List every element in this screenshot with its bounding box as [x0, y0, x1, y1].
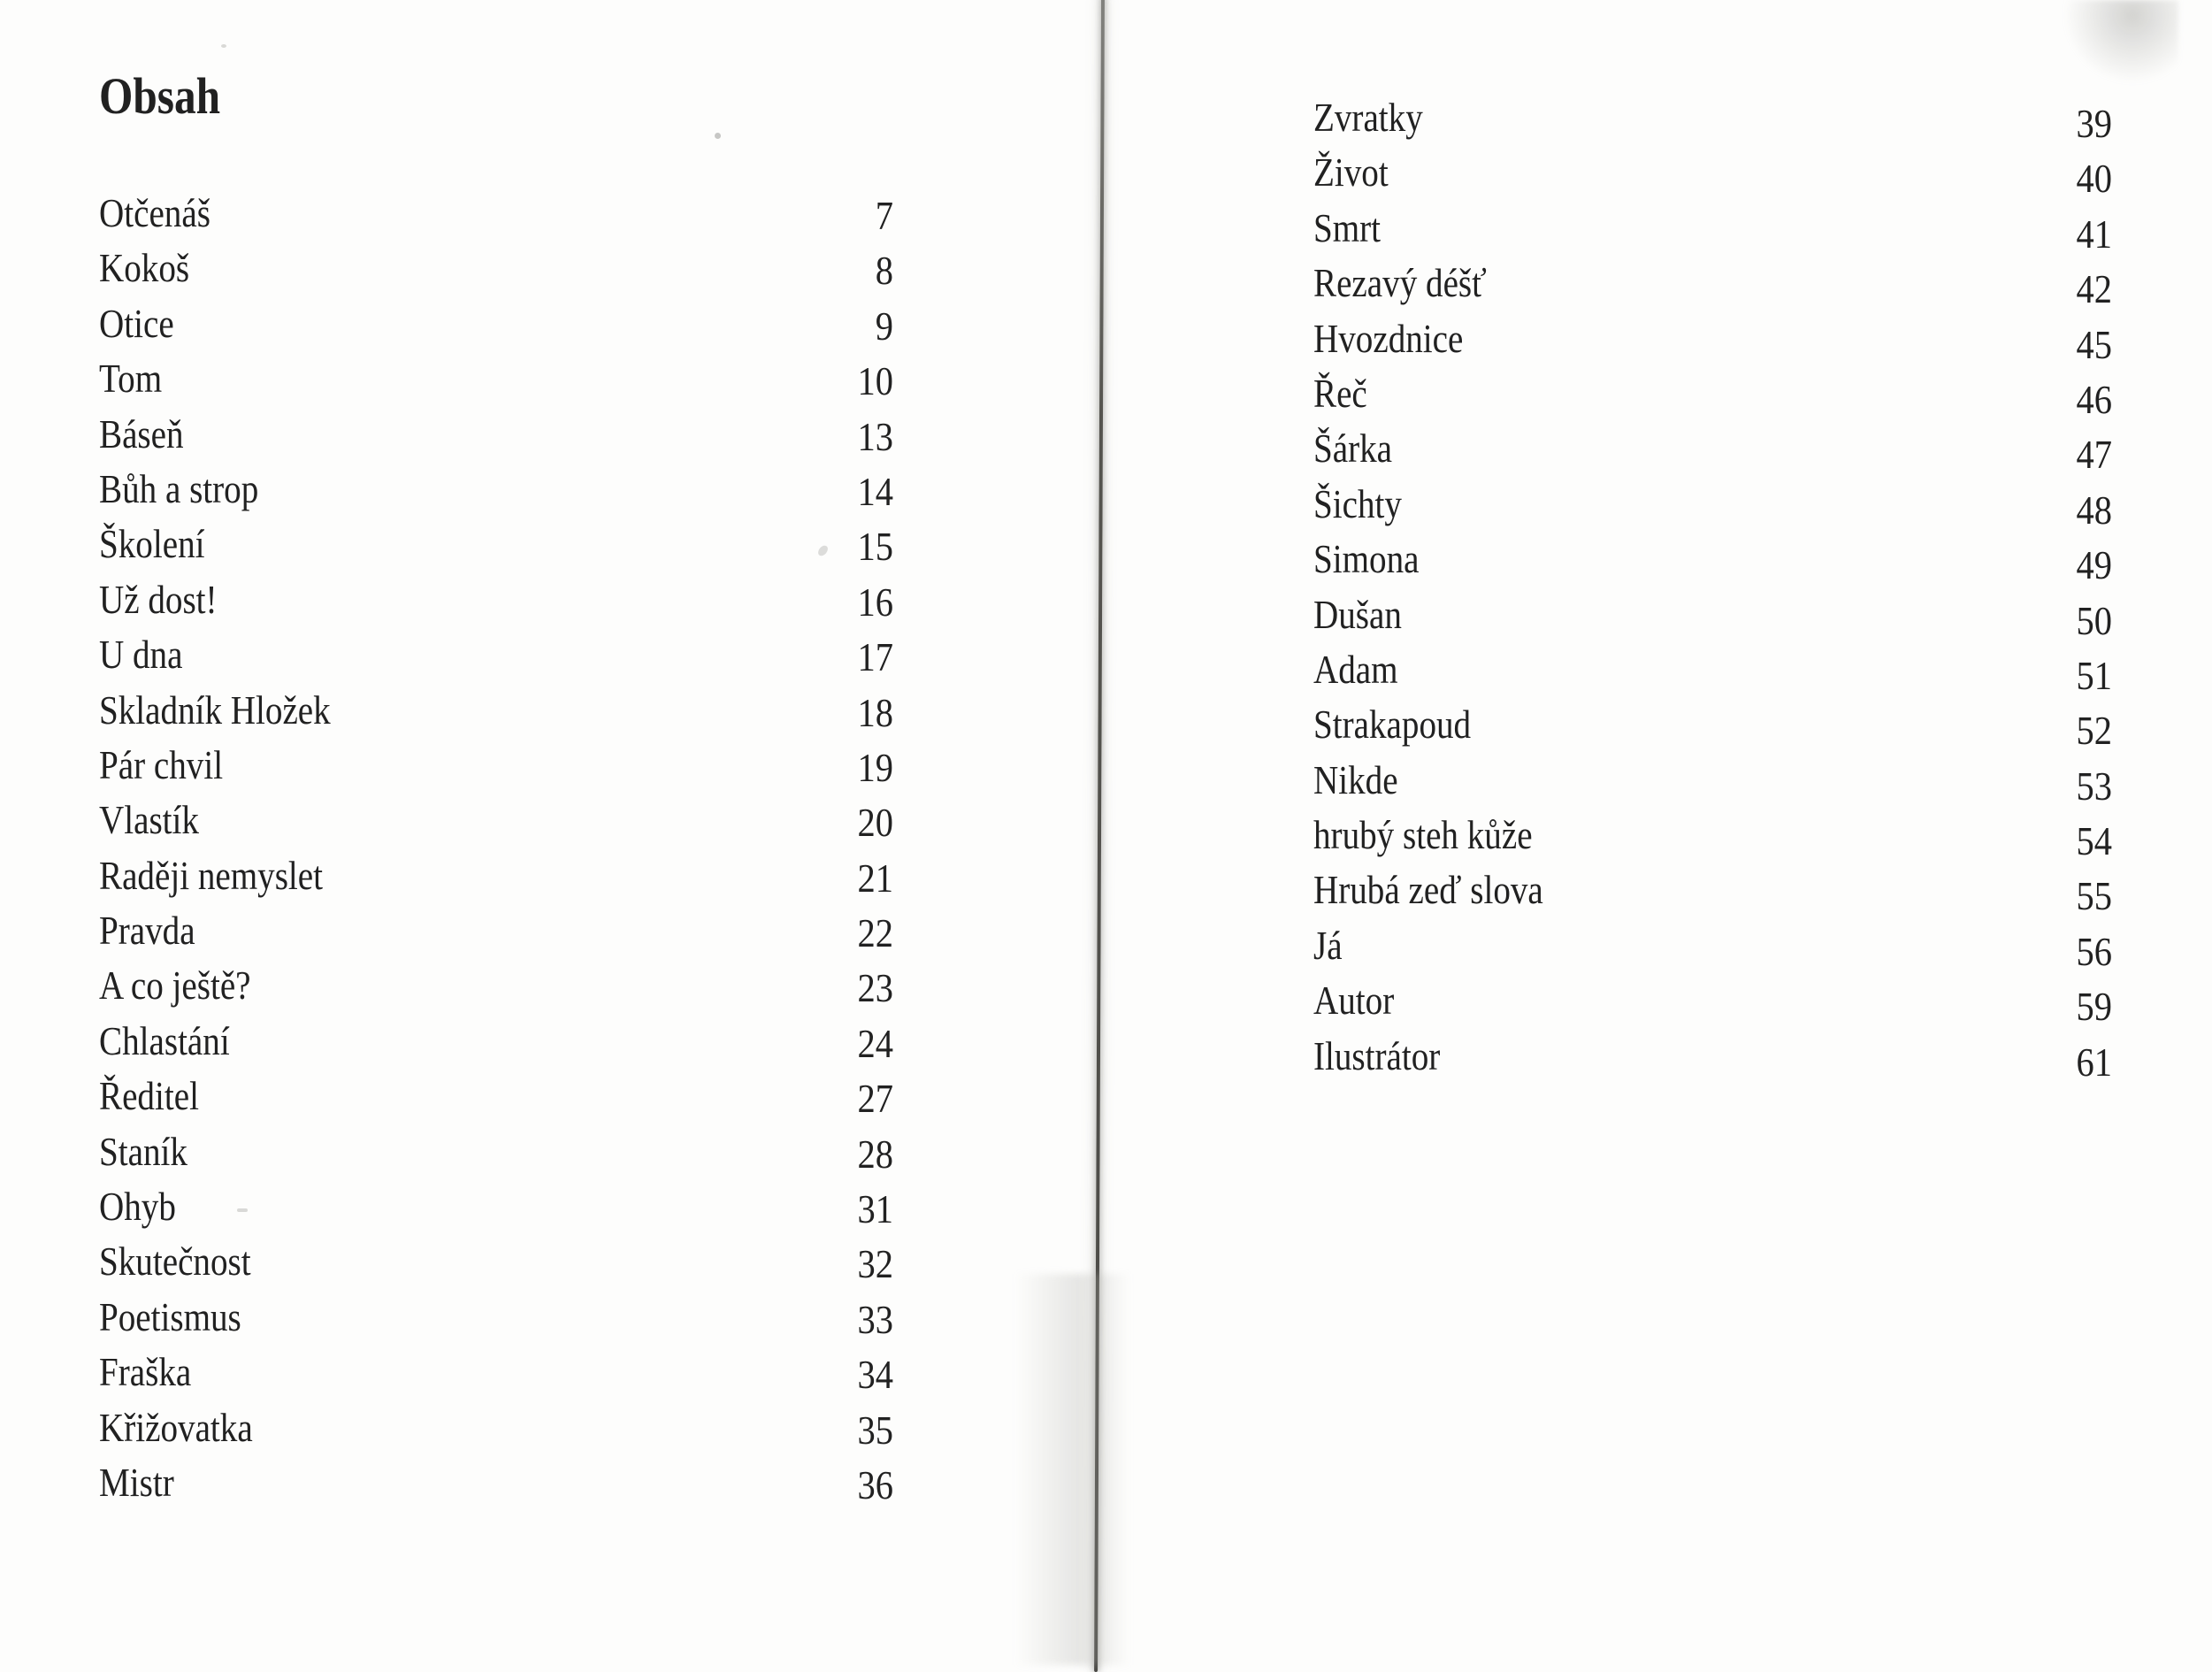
toc-row	[99, 241, 893, 295]
toc-entry-page-number: 32	[857, 1241, 893, 1287]
toc-row	[99, 1234, 893, 1289]
toc-entry-page-number: 8	[875, 248, 893, 294]
toc-row	[99, 1179, 893, 1234]
toc-entry-page-number: 40	[2076, 156, 2112, 202]
toc-entry-title: Nikde	[1313, 756, 1398, 802]
toc-row	[99, 793, 893, 848]
toc-entry-page-number: 55	[2076, 873, 2112, 919]
toc-entry-title: Už dost!	[99, 576, 218, 622]
toc-row	[99, 903, 893, 958]
toc-entry-title: Hrubá zeď slova	[1313, 867, 1543, 913]
toc-entry-page-number: 35	[857, 1407, 893, 1453]
toc-row	[1313, 256, 2112, 311]
toc-entry-page-number: 36	[857, 1461, 893, 1507]
toc-row	[1313, 366, 2112, 421]
toc-entry-title: Život	[1313, 150, 1389, 196]
toc-entry-title: Ilustrátor	[1313, 1032, 1441, 1078]
toc-entry-title: Šichty	[1313, 480, 1402, 526]
toc-entry-title: Skutečnost	[99, 1239, 251, 1285]
toc-row	[1313, 421, 2112, 476]
toc-entry-page-number: 45	[2076, 321, 2112, 367]
toc-entry-title: Křižovatka	[99, 1404, 253, 1450]
toc-row	[99, 351, 893, 406]
toc-row	[99, 1014, 893, 1069]
toc-entry-page-number: 24	[857, 1020, 893, 1066]
toc-entry-page-number: 41	[2076, 211, 2112, 257]
toc-row	[99, 738, 893, 793]
toc-entry-title: Otice	[99, 300, 174, 346]
toc-entry-title: Poetismus	[99, 1293, 241, 1339]
toc-row	[99, 1455, 893, 1510]
toc-row	[99, 1345, 893, 1400]
toc-entry-title: Raději nemyslet	[99, 852, 324, 898]
toc-entry-title: Adam	[1313, 646, 1398, 692]
toc-entry-page-number: 31	[857, 1186, 893, 1232]
toc-row	[1313, 311, 2112, 366]
toc-entry-title: Tom	[99, 356, 163, 402]
scan-speck	[221, 44, 226, 48]
toc-entry-title: Kokoš	[99, 245, 190, 291]
toc-entry-page-number: 54	[2076, 818, 2112, 864]
toc-entry-page-number: 15	[857, 524, 893, 570]
toc-entry-title: Ředitel	[99, 1073, 199, 1119]
toc-row	[1313, 90, 2112, 145]
toc-row	[1313, 201, 2112, 256]
toc-row	[99, 1124, 893, 1179]
toc-entry-page-number: 7	[875, 193, 893, 238]
toc-entry-page-number: 23	[857, 965, 893, 1011]
scan-corner-smudge	[2063, 0, 2178, 84]
toc-row	[1313, 587, 2112, 642]
toc-row	[99, 683, 893, 738]
toc-entry-page-number: 14	[857, 468, 893, 514]
toc-row	[99, 407, 893, 462]
toc-entry-title: Pár chvil	[99, 741, 224, 787]
toc-entry-page-number: 59	[2076, 984, 2112, 1030]
toc-entry-title: Otčenáš	[99, 190, 210, 235]
toc-row	[1313, 697, 2112, 752]
toc-row	[99, 572, 893, 627]
toc-heading: Obsah	[99, 67, 221, 125]
toc-entry-page-number: 50	[2076, 597, 2112, 643]
toc-entry-page-number: 27	[857, 1076, 893, 1122]
toc-entry-page-number: 13	[857, 413, 893, 459]
toc-row	[1313, 753, 2112, 808]
toc-entry-page-number: 61	[2076, 1039, 2112, 1085]
toc-entry-title: Skladník Hložek	[99, 686, 331, 732]
toc-list-left	[99, 186, 893, 1510]
toc-entry-title: hrubý steh kůže	[1313, 812, 1533, 858]
toc-entry-page-number: 21	[857, 855, 893, 901]
toc-entry-page-number: 16	[857, 579, 893, 625]
toc-entry-page-number: 47	[2076, 432, 2112, 478]
toc-row	[1313, 642, 2112, 697]
toc-entry-title: Autor	[1313, 978, 1395, 1024]
scan-speck	[715, 133, 721, 139]
toc-entry-title: Ohyb	[99, 1184, 176, 1230]
toc-entry-title: Šárka	[1313, 426, 1393, 472]
toc-entry-page-number: 20	[857, 800, 893, 846]
toc-entry-title: A co ještě?	[99, 963, 251, 1009]
toc-row	[99, 517, 893, 571]
toc-entry-title: Staník	[99, 1128, 188, 1174]
toc-entry-title: Dušan	[1313, 591, 1402, 637]
toc-entry-title: Smrt	[1313, 204, 1382, 250]
toc-entry-page-number: 46	[2076, 376, 2112, 422]
toc-entry-title: Zvratky	[1313, 95, 1423, 140]
toc-entry-page-number: 9	[875, 303, 893, 349]
toc-row	[99, 1400, 893, 1455]
toc-entry-page-number: 39	[2076, 101, 2112, 146]
toc-entry-page-number: 34	[857, 1352, 893, 1398]
toc-entry-page-number: 17	[857, 634, 893, 680]
toc-row	[1313, 1029, 2112, 1084]
toc-entry-title: Bůh a strop	[99, 465, 259, 511]
toc-entry-page-number: 18	[857, 689, 893, 735]
toc-entry-title: Simona	[1313, 536, 1420, 582]
toc-row	[1313, 477, 2112, 532]
toc-row	[99, 462, 893, 517]
toc-entry-title: Chlastání	[99, 1017, 230, 1063]
toc-row	[99, 1290, 893, 1345]
toc-entry-page-number: 51	[2076, 652, 2112, 698]
scan-speck	[237, 1208, 248, 1212]
toc-row	[1313, 863, 2112, 917]
toc-row	[99, 1069, 893, 1124]
toc-row	[99, 627, 893, 682]
toc-entry-title: Strakapoud	[1313, 702, 1472, 748]
toc-list-right	[1313, 90, 2112, 1084]
toc-entry-title: Vlastík	[99, 797, 199, 843]
toc-row	[99, 958, 893, 1013]
toc-entry-page-number: 33	[857, 1296, 893, 1342]
toc-entry-page-number: 52	[2076, 708, 2112, 754]
toc-entry-title: Fraška	[99, 1349, 192, 1395]
toc-row	[99, 186, 893, 241]
toc-row	[1313, 973, 2112, 1028]
toc-row	[1313, 808, 2112, 863]
toc-entry-page-number: 49	[2076, 542, 2112, 588]
toc-entry-title: Báseň	[99, 410, 184, 456]
toc-entry-title: Mistr	[99, 1459, 174, 1505]
toc-entry-title: Já	[1313, 922, 1343, 968]
toc-entry-page-number: 22	[857, 910, 893, 956]
toc-entry-page-number: 56	[2076, 928, 2112, 974]
toc-entry-page-number: 28	[857, 1131, 893, 1177]
toc-row	[1313, 532, 2112, 587]
toc-entry-title: Rezavý déšť	[1313, 260, 1487, 306]
toc-entry-title: Školení	[99, 521, 205, 567]
toc-row	[1313, 918, 2112, 973]
toc-row	[99, 296, 893, 351]
toc-entry-page-number: 10	[857, 358, 893, 404]
toc-row	[99, 848, 893, 903]
toc-entry-title: Hvozdnice	[1313, 315, 1464, 361]
toc-entry-title: U dna	[99, 632, 183, 678]
toc-entry-title: Pravda	[99, 908, 195, 954]
toc-entry-page-number: 48	[2076, 487, 2112, 533]
toc-entry-page-number: 53	[2076, 763, 2112, 809]
gutter-shadow	[1015, 1274, 1130, 1665]
toc-row	[1313, 145, 2112, 200]
toc-entry-title: Řeč	[1313, 370, 1367, 416]
toc-entry-page-number: 42	[2076, 266, 2112, 312]
toc-entry-page-number: 19	[857, 744, 893, 790]
